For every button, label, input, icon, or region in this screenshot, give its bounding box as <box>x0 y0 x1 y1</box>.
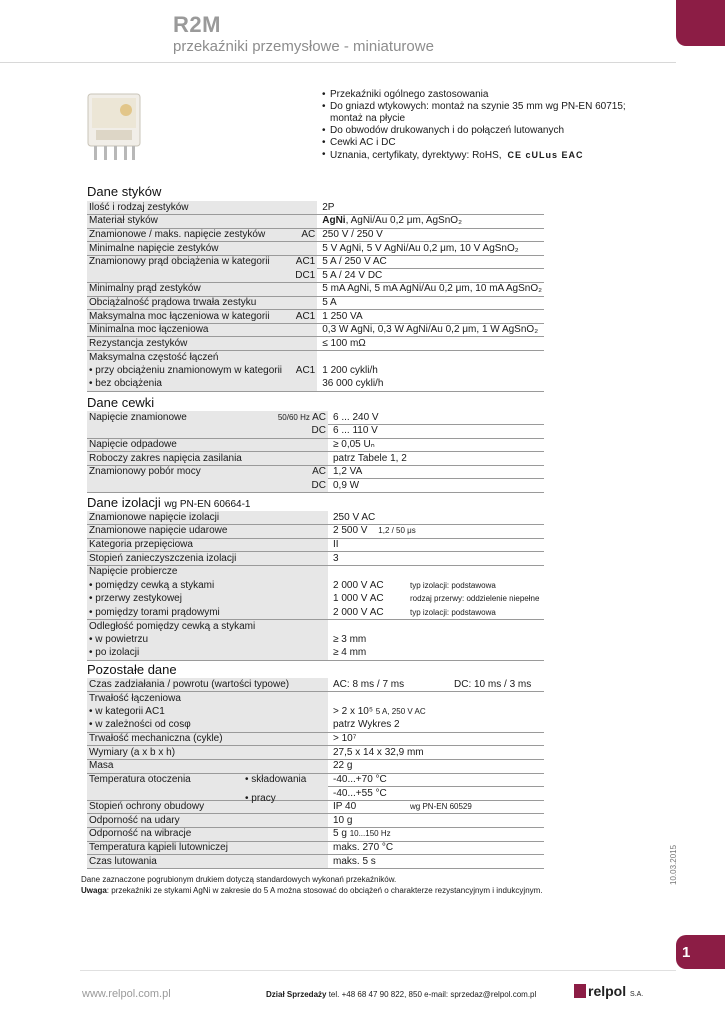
footnotes <box>81 874 543 896</box>
row-label: • w kategorii AC1 <box>87 705 328 719</box>
row-label: • pomiędzy cewką a stykami <box>87 579 328 593</box>
row-label: Odległość pomiędzy cewką a stykami <box>87 620 328 634</box>
table-row <box>87 438 544 452</box>
row-label <box>87 465 328 479</box>
row-value: -40...+55 °C <box>328 787 544 801</box>
row-tag: AC1 <box>295 310 316 322</box>
coil-table <box>87 411 544 493</box>
row-value: 36 000 cykli/h <box>317 378 544 392</box>
relpol-logo-icon <box>574 984 586 998</box>
row-value <box>328 606 544 620</box>
table-row <box>87 228 544 242</box>
row-value: 5 A / 250 V AC <box>317 255 544 269</box>
table-row <box>87 719 544 733</box>
row-value-text: 1 000 V AC <box>333 593 384 605</box>
row-value: 250 V AC <box>328 511 544 525</box>
row-label <box>87 310 317 324</box>
row-label: Trwałość mechaniczna (cykle) <box>87 732 328 746</box>
row-label <box>87 228 317 242</box>
table-row <box>87 565 544 579</box>
row-label: Rezystancja zestyków <box>87 337 317 351</box>
row-value <box>328 678 544 692</box>
row-label: Odporność na udary <box>87 814 328 828</box>
row-label <box>87 773 328 787</box>
row-value: ≥ 0,05 Uₙ <box>328 438 544 452</box>
footer-website-link[interactable]: www.relpol.com.pl <box>82 988 171 1000</box>
row-label: • w zależności od cosφ <box>87 719 328 733</box>
feature-item-text: Uznania, certyfikaty, dyrektywy: RoHS, <box>330 150 502 161</box>
row-label: Znamionowe napięcie udarowe <box>87 525 328 539</box>
row-label: Stopień ochrony obudowy <box>87 800 328 814</box>
row-tag-frequency: 50/60 Hz <box>277 412 310 422</box>
page-subtitle: przekaźniki przemysłowe - miniaturowe <box>173 38 434 55</box>
row-label: • po izolacji <box>87 647 328 661</box>
row-label <box>87 364 317 378</box>
section-heading-standard: wg PN-EN 60664-1 <box>164 499 251 510</box>
section-heading-coil: Dane cewki <box>87 395 155 410</box>
table-row <box>87 411 544 425</box>
row-label: Obciążalność prądowa trwała zestyku <box>87 296 317 310</box>
feature-list <box>322 89 652 162</box>
footnote-warning <box>81 885 543 896</box>
row-tag: AC1 <box>295 256 316 268</box>
feature-item: • Cewki AC i DC <box>322 137 652 149</box>
row-label <box>87 787 328 805</box>
section-heading-text: Dane izolacji <box>87 495 161 510</box>
row-label: Kategoria przepięciowa <box>87 538 328 552</box>
row-value <box>328 579 544 593</box>
section-heading-other: Pozostałe dane <box>87 662 177 677</box>
row-value: patrz Tabele 1, 2 <box>328 452 544 466</box>
row-label: Temperatura kąpieli lutowniczej <box>87 841 328 855</box>
page-number: 1 <box>676 935 725 969</box>
table-row <box>87 538 544 552</box>
row-value: 27,5 x 14 x 32,9 mm <box>328 746 544 760</box>
row-label: Masa <box>87 760 328 774</box>
feature-item: • Do gniazd wtykowych: montaż na szynie 35 mm wg PN-EN 60715; montaż na płycie <box>322 101 652 125</box>
row-label: • w powietrzu <box>87 633 328 647</box>
row-note: typ izolacji: podstawowa <box>410 607 496 617</box>
row-tag: DC <box>311 479 326 491</box>
table-row <box>87 760 544 774</box>
footer-sales-label: Dział Sprzedaży <box>266 990 327 999</box>
row-label: Stopień zanieczyszczenia izolacji <box>87 552 328 566</box>
table-row <box>87 351 544 365</box>
table-row <box>87 814 544 828</box>
footnote-warning-text: : przekaźniki ze stykami AgNi w zakresie do 5 A można stosować do obciążeń o charakterze rezystancyjnym i indukcyjnym. <box>106 886 543 895</box>
row-label <box>87 269 317 283</box>
row-label-text: Maksymalna moc łączeniowa w kategorii <box>89 310 270 322</box>
row-label: Ilość i rodzaj zestyków <box>87 201 317 215</box>
row-value: 6 ... 110 V <box>328 425 544 439</box>
row-label <box>87 425 328 439</box>
row-value: 2P <box>317 201 544 215</box>
row-label: Maksymalna częstość łączeń <box>87 351 317 365</box>
row-value: > 10⁷ <box>328 732 544 746</box>
table-row <box>87 310 544 324</box>
row-value: maks. 5 s <box>328 855 544 869</box>
row-value <box>328 525 544 539</box>
table-row <box>87 593 544 607</box>
table-row <box>87 579 544 593</box>
row-label: • przerwy zestykowej <box>87 593 328 607</box>
table-row <box>87 841 544 855</box>
row-value: 5 V AgNi, 5 V AgNi/Au 0,2 μm, 10 V AgSnO₂ <box>317 242 544 256</box>
row-value: 1,2 VA <box>328 465 544 479</box>
row-tag <box>278 412 326 424</box>
feature-item: • Przekaźniki ogólnego zastosowania <box>322 89 652 101</box>
row-label: Napięcie probiercze <box>87 565 328 579</box>
table-row <box>87 511 544 525</box>
row-value: 10 g <box>328 814 544 828</box>
row-tag: DC <box>311 425 326 437</box>
table-row <box>87 255 544 269</box>
footer-sales-contact <box>266 990 536 999</box>
row-label: Trwałość łączeniowa <box>87 692 328 706</box>
row-value: 1 250 VA <box>317 310 544 324</box>
row-value-text: 2 000 V AC <box>333 606 384 618</box>
table-row <box>87 283 544 297</box>
row-value: 6 ... 240 V <box>328 411 544 425</box>
row-label: Roboczy zakres napięcia zasilania <box>87 452 328 466</box>
feature-item: • Do obwodów drukowanych i do połączeń lutowanych <box>322 125 652 137</box>
row-label: Minimalne napięcie zestyków <box>87 242 317 256</box>
row-label: Minimalny prąd zestyków <box>87 283 317 297</box>
table-row <box>87 647 544 661</box>
row-label-text: Napięcie znamionowe <box>89 411 187 423</box>
row-note: 5 A, 250 V AC <box>375 706 426 716</box>
row-value <box>328 593 544 607</box>
row-value-text: 2 500 V <box>333 525 368 537</box>
row-value: patrz Wykres 2 <box>328 719 544 733</box>
table-row <box>87 378 544 392</box>
row-tag: AC <box>312 466 326 478</box>
table-row <box>87 787 544 801</box>
row-value <box>328 620 544 634</box>
table-row <box>87 606 544 620</box>
row-note: rodzaj przerwy: oddzielenie niepełne <box>410 594 540 604</box>
row-label: Wymiary (a x b x h) <box>87 746 328 760</box>
table-row <box>87 800 544 814</box>
table-row <box>87 323 544 337</box>
row-label-text: Znamionowy pobór mocy <box>89 466 201 478</box>
table-row <box>87 269 544 283</box>
row-value: ≥ 4 mm <box>328 647 544 661</box>
row-note: 1,2 / 50 μs <box>378 526 416 536</box>
table-row <box>87 828 544 842</box>
row-tag: • składowania <box>245 774 307 786</box>
row-value-text: > 2 x 10⁵ <box>333 705 374 717</box>
footnote-warning-label: Uwaga <box>81 886 107 895</box>
row-value-text: IP 40 <box>333 801 357 813</box>
table-row <box>87 425 544 439</box>
row-label: Odporność na wibracje <box>87 828 328 842</box>
row-value-text: 2 000 V AC <box>333 579 384 591</box>
relay-image <box>82 90 146 164</box>
table-row <box>87 215 544 229</box>
row-value: 5 A <box>317 296 544 310</box>
table-row <box>87 337 544 351</box>
table-row <box>87 746 544 760</box>
row-label: Materiał styków <box>87 215 317 229</box>
row-value: 0,3 W AgNi, 0,3 W AgNi/Au 0,2 μm, 1 W AgSnO₂ <box>317 323 544 337</box>
feature-item <box>322 149 652 162</box>
row-label <box>87 255 317 269</box>
row-label: Czas zadziałania / powrotu (wartości typowe) <box>87 678 328 692</box>
row-value-dc: DC: 10 ms / 3 ms <box>454 678 532 690</box>
row-label: • bez obciążenia <box>87 378 317 392</box>
row-tag: DC1 <box>295 269 316 281</box>
row-value <box>317 351 544 365</box>
footer-divider <box>80 970 676 971</box>
row-value: 0,9 W <box>328 479 544 493</box>
row-value <box>317 215 544 229</box>
table-row <box>87 692 544 706</box>
row-value: 3 <box>328 552 544 566</box>
row-tag-text: AC <box>312 411 326 423</box>
row-value: ≤ 100 mΩ <box>317 337 544 351</box>
table-row <box>87 732 544 746</box>
row-value <box>328 565 544 579</box>
row-value-rest: , AgNi/Au 0,2 μm, AgSnO₂ <box>345 215 462 227</box>
table-row <box>87 678 544 692</box>
logo-text: relpol <box>588 983 627 999</box>
row-label: Znamionowe napięcie izolacji <box>87 511 328 525</box>
table-row <box>87 633 544 647</box>
other-table <box>87 678 544 869</box>
corner-tab <box>676 0 725 46</box>
table-row <box>87 855 544 869</box>
row-label: Czas lutowania <box>87 855 328 869</box>
row-label-text: Znamionowy prąd obciążenia w kategorii <box>89 256 270 268</box>
row-label-text: • przy obciążeniu znamionowym w kategorii <box>89 364 283 376</box>
table-row <box>87 773 544 787</box>
row-value <box>328 828 544 842</box>
row-value: ≥ 3 mm <box>328 633 544 647</box>
row-label: • pomiędzy torami prądowymi <box>87 606 328 620</box>
section-heading-contacts: Dane styków <box>87 184 162 199</box>
logo-suffix: S.A. <box>630 991 644 998</box>
row-value: maks. 270 °C <box>328 841 544 855</box>
row-label-text: Znamionowe / maks. napięcie zestyków <box>89 228 266 240</box>
footnote-bold-data: Dane zaznaczone pogrubionym drukiem dotyczą standardowych wykonań przekaźników. <box>81 875 397 884</box>
certification-marks: CE cULus EAC <box>507 150 584 160</box>
table-row <box>87 465 544 479</box>
row-label: Napięcie odpadowe <box>87 438 328 452</box>
row-value-text: 5 g <box>333 828 347 840</box>
page-title: R2M <box>173 12 221 37</box>
table-row <box>87 705 544 719</box>
table-row <box>87 296 544 310</box>
row-note: typ izolacji: podstawowa <box>410 580 496 590</box>
row-value-ac: AC: 8 ms / 7 ms <box>333 678 405 690</box>
row-value <box>328 692 544 706</box>
insulation-table <box>87 511 544 661</box>
table-row <box>87 479 544 493</box>
table-row <box>87 525 544 539</box>
row-note: 10...150 Hz <box>349 829 391 839</box>
row-value: -40...+70 °C <box>328 773 544 787</box>
table-row <box>87 364 544 378</box>
row-value: 1 200 cykli/h <box>317 364 544 378</box>
row-value: 250 V / 250 V <box>317 228 544 242</box>
row-label <box>87 411 328 425</box>
row-value: 22 g <box>328 760 544 774</box>
table-row <box>87 452 544 466</box>
divider <box>0 62 676 63</box>
row-value: II <box>328 538 544 552</box>
relpol-logo <box>574 983 643 999</box>
revision-date: 10.03.2015 <box>669 844 678 885</box>
row-label <box>87 479 328 493</box>
row-value: 5 mA AgNi, 5 mA AgNi/Au 0,2 μm, 10 mA AgSnO₂ <box>317 283 544 297</box>
table-row <box>87 620 544 634</box>
row-value <box>328 705 544 719</box>
row-note: wg PN-EN 60529 <box>410 802 472 812</box>
row-value-bold: AgNi <box>322 215 346 227</box>
row-value: 5 A / 24 V DC <box>317 269 544 283</box>
row-tag: AC <box>301 228 316 240</box>
row-value <box>328 800 544 814</box>
footer-sales-text: tel. +48 68 47 90 822, 850 e-mail: sprzedaz@relpol.com.pl <box>328 990 537 999</box>
table-row <box>87 242 544 256</box>
row-label-text: Temperatura otoczenia <box>89 774 191 786</box>
table-row <box>87 201 544 215</box>
row-label: Minimalna moc łączeniowa <box>87 323 317 337</box>
table-row <box>87 552 544 566</box>
row-tag: • pracy <box>245 793 276 805</box>
section-heading-insulation <box>87 495 250 510</box>
contacts-table <box>87 201 544 392</box>
row-tag: AC1 <box>295 364 316 376</box>
